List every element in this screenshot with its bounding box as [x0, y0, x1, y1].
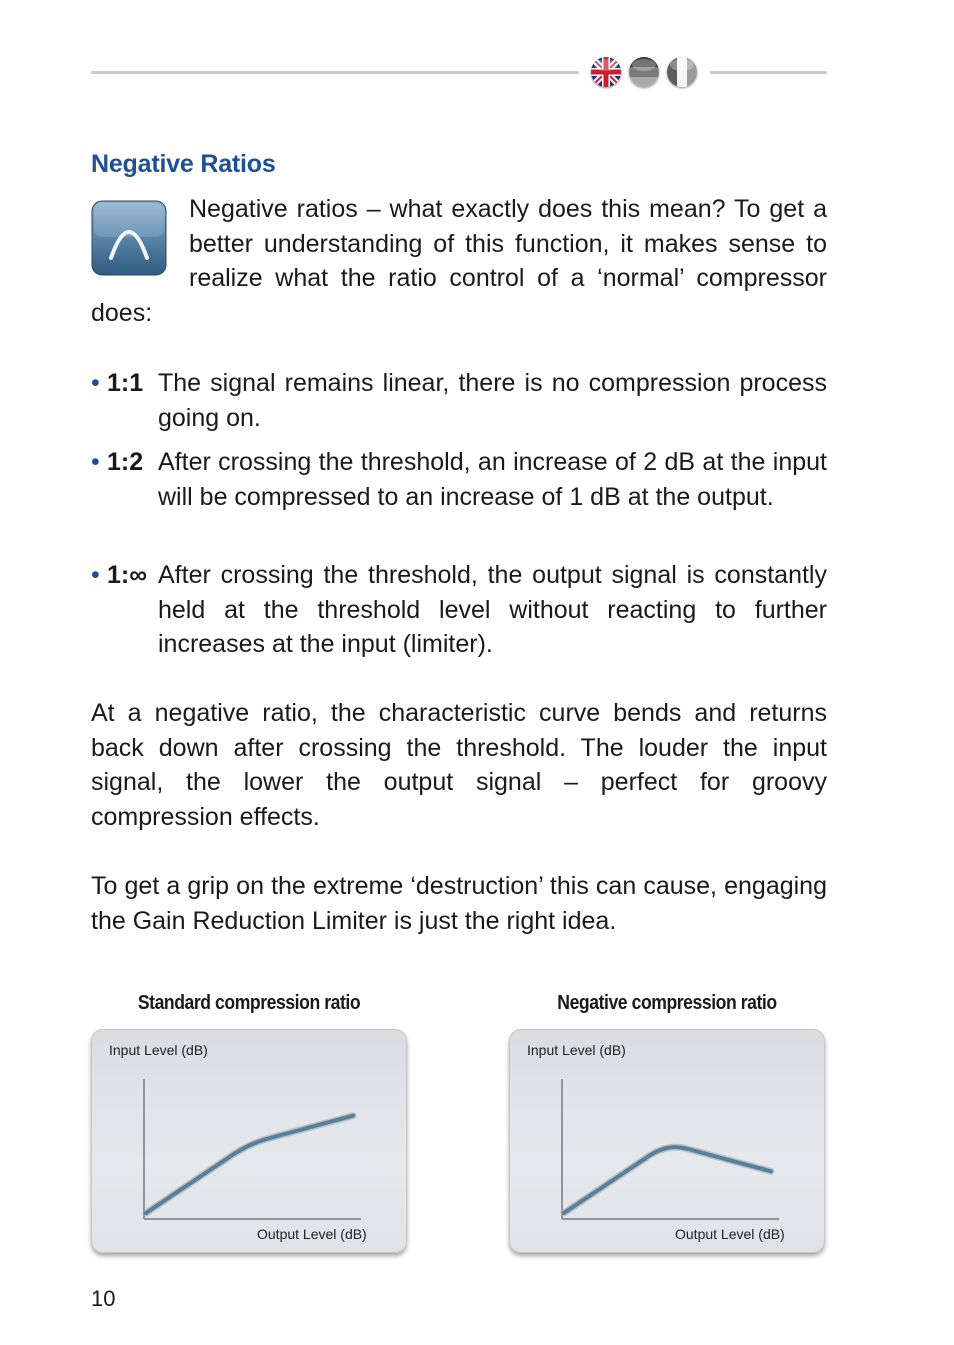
bullet-ratio: 1:1 — [107, 369, 144, 397]
body-paragraph: At a negative ratio, the characteristic curve bends and returns back down after crossing the threshold. The louder the input signal, the lower the output signal – perfect for groovy compression effects. — [91, 699, 827, 831]
language-selector — [590, 57, 702, 89]
y-axis-label: Input Level (dB) — [109, 1042, 208, 1058]
negative-ratio-chart — [509, 1029, 825, 1253]
data-line — [146, 1116, 353, 1213]
bullet-item — [91, 445, 827, 514]
bullet-text: The signal remains linear, there is no compression process going on. — [158, 369, 827, 432]
chart-plot — [509, 1029, 825, 1253]
section-title: Negative Ratios — [91, 150, 276, 178]
body-paragraph: To get a grip on the extreme ‘destruction’ this can cause, engaging the Gain Reduction Limiter is just the right idea. — [91, 872, 827, 935]
german-flag-icon[interactable] — [629, 57, 659, 87]
bullet-ratio: 1:2 — [107, 448, 144, 476]
x-axis-label: Output Level (dB) — [675, 1226, 785, 1242]
chart-plot — [91, 1029, 407, 1253]
y-axis-label: Input Level (dB) — [527, 1042, 626, 1058]
x-axis-label: Output Level (dB) — [257, 1226, 367, 1242]
bullet-item — [91, 558, 827, 662]
chart-title: Standard compression ratio — [137, 992, 361, 1014]
bullet-dot: • — [91, 369, 100, 397]
page-number: 10 — [91, 1286, 116, 1311]
bullet-dot: • — [91, 561, 100, 589]
intro-paragraph: Negative ratios – what exactly does this mean? To get a better understanding of this function, it makes sense to realize what the ratio control of a ‘normal’ compressor does: — [91, 195, 827, 327]
bullet-text: After crossing the threshold, the output signal is constantly held at the threshold level without reacting to further increases at the input (limiter). — [158, 561, 827, 659]
french-flag-icon[interactable] — [667, 57, 697, 87]
bullet-item — [91, 366, 827, 435]
english-flag-icon[interactable] — [591, 57, 621, 87]
curve-shadow — [564, 1147, 771, 1213]
data-line — [564, 1147, 771, 1213]
header-rule-left — [91, 71, 579, 74]
bullet-ratio: 1:∞ — [107, 561, 148, 589]
curve-shadow — [146, 1116, 353, 1213]
chart-title: Negative compression ratio — [557, 992, 777, 1014]
standard-ratio-chart — [91, 1029, 407, 1253]
bullet-dot: • — [91, 448, 100, 476]
bullet-text: After crossing the threshold, an increase of 2 dB at the input will be compressed to an increase of 1 dB at the output. — [158, 448, 827, 511]
header-rule-right — [710, 71, 827, 74]
